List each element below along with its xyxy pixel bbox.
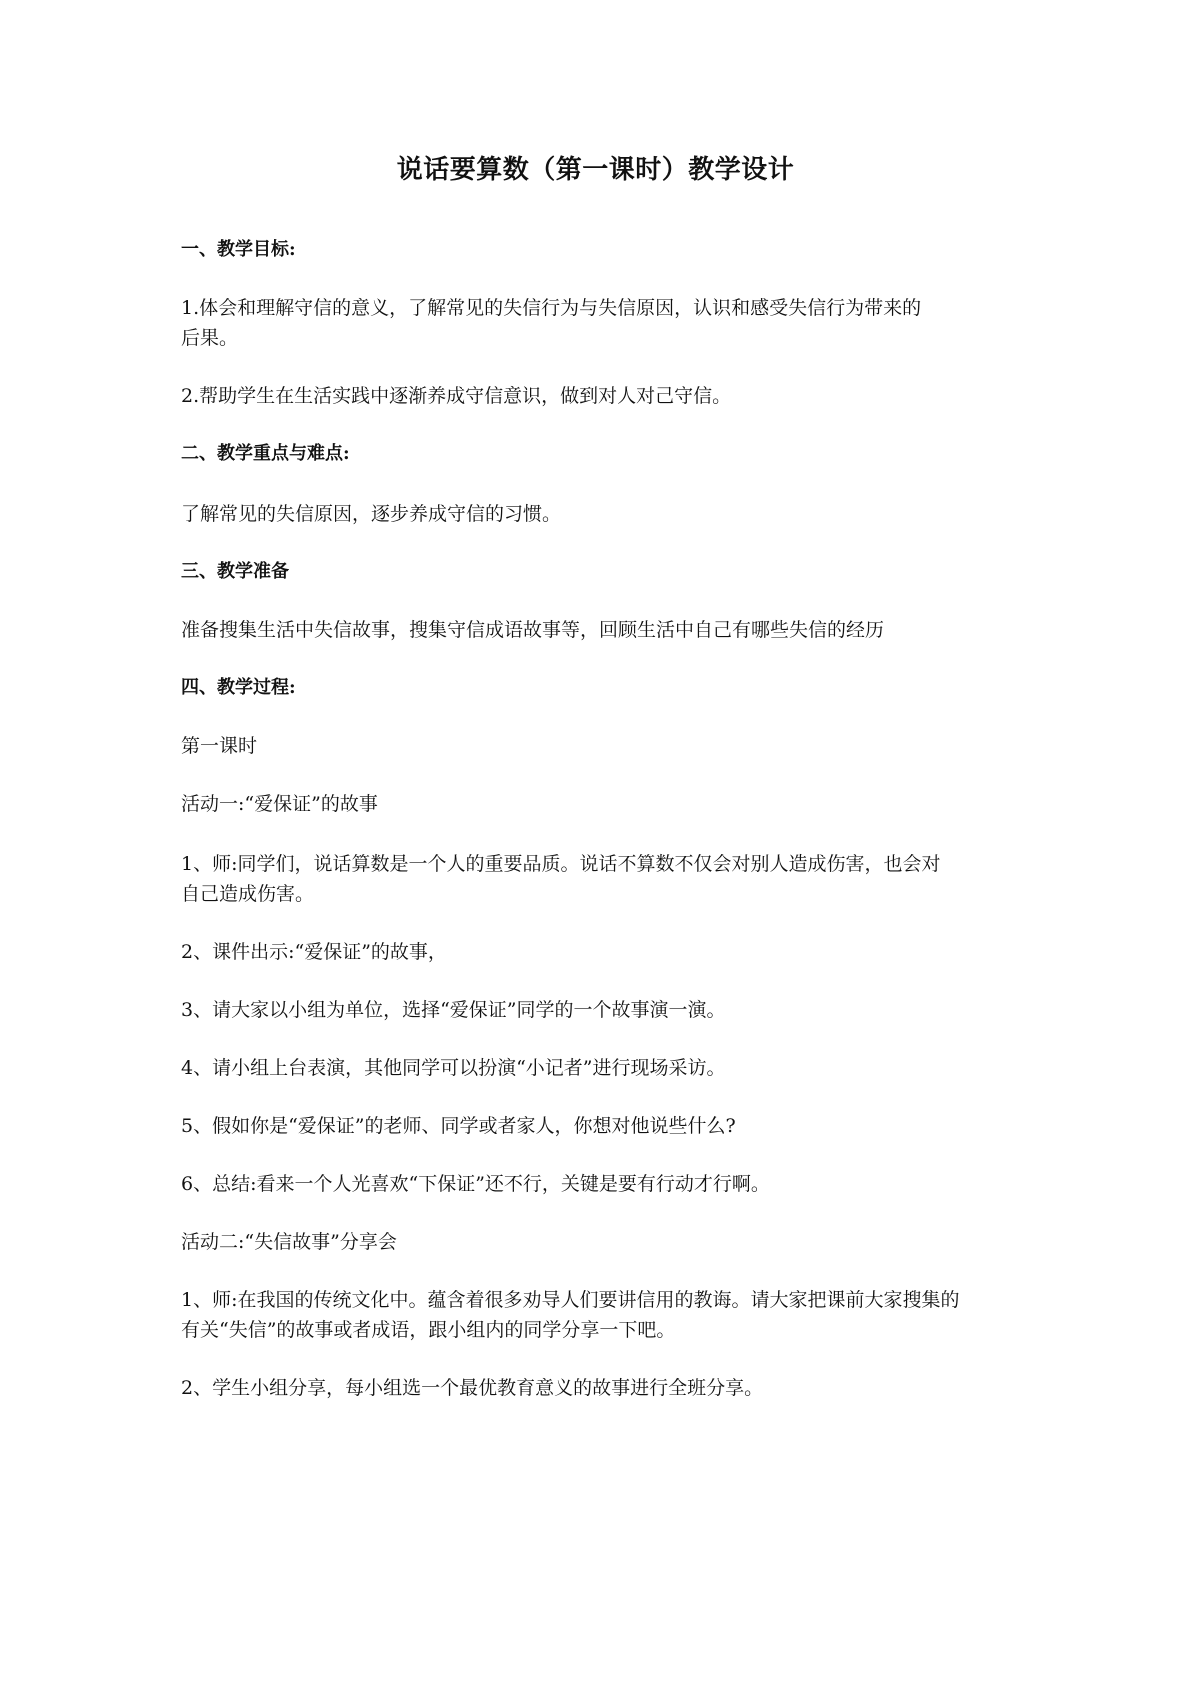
activity-1-step-1-line-2: 自己造成伤害。 xyxy=(181,883,315,905)
document-title: 说话要算数（第一课时）教学设计 xyxy=(396,155,795,185)
activity-1-step-3: 3、请大家以小组为单位，选择“爱保证”同学的一个故事演一演。 xyxy=(181,999,726,1021)
goal-item-1-line-2: 后果。 xyxy=(181,327,239,349)
activity-1-title: 活动一:“爱保证”的故事 xyxy=(181,793,378,815)
activity-1-step-1-line-1: 1、师:同学们，说话算数是一个人的重要品质。说话不算数不仅会对别人造成伤害，也会对 xyxy=(181,853,941,875)
section-heading-goals: 一、教学目标: xyxy=(181,239,296,260)
goal-item-2: 2.帮助学生在生活实践中逐渐养成守信意识，做到对人对己守信。 xyxy=(181,385,732,407)
activity-2-title: 活动二:“失信故事”分享会 xyxy=(181,1231,397,1253)
preparation-text: 准备搜集生活中失信故事，搜集守信成语故事等，回顾生活中自己有哪些失信的经历 xyxy=(181,619,885,641)
activity-1-step-6: 6、总结:看来一个人光喜欢“下保证”还不行，关键是要有行动才行啊。 xyxy=(181,1173,770,1195)
activity-1-step-5: 5、假如你是“爱保证”的老师、同学或者家人，你想对他说些什么? xyxy=(181,1115,736,1137)
section-heading-preparation: 三、教学准备 xyxy=(181,561,289,582)
key-points-text: 了解常见的失信原因，逐步养成守信的习惯。 xyxy=(181,503,562,525)
activity-2-step-2: 2、学生小组分享，每小组选一个最优教育意义的故事进行全班分享。 xyxy=(181,1377,764,1399)
activity-1-step-2: 2、课件出示:“爱保证”的故事， xyxy=(181,941,447,963)
section-heading-process: 四、教学过程: xyxy=(181,677,296,698)
goal-item-1-line-1: 1.体会和理解守信的意义，了解常见的失信行为与失信原因，认识和感受失信行为带来的 xyxy=(181,297,922,319)
lesson-label: 第一课时 xyxy=(181,735,258,757)
activity-1-step-4: 4、请小组上台表演，其他同学可以扮演“小记者”进行现场采访。 xyxy=(181,1057,726,1079)
activity-2-step-1-line-1: 1、师:在我国的传统文化中。蕴含着很多劝导人们要讲信用的教诲。请大家把课前大家搜集的 xyxy=(181,1289,960,1311)
activity-2-step-1-line-2: 有关“失信”的故事或者成语，跟小组内的同学分享一下吧。 xyxy=(181,1319,676,1341)
section-heading-key-points: 二、教学重点与难点: xyxy=(181,443,350,464)
